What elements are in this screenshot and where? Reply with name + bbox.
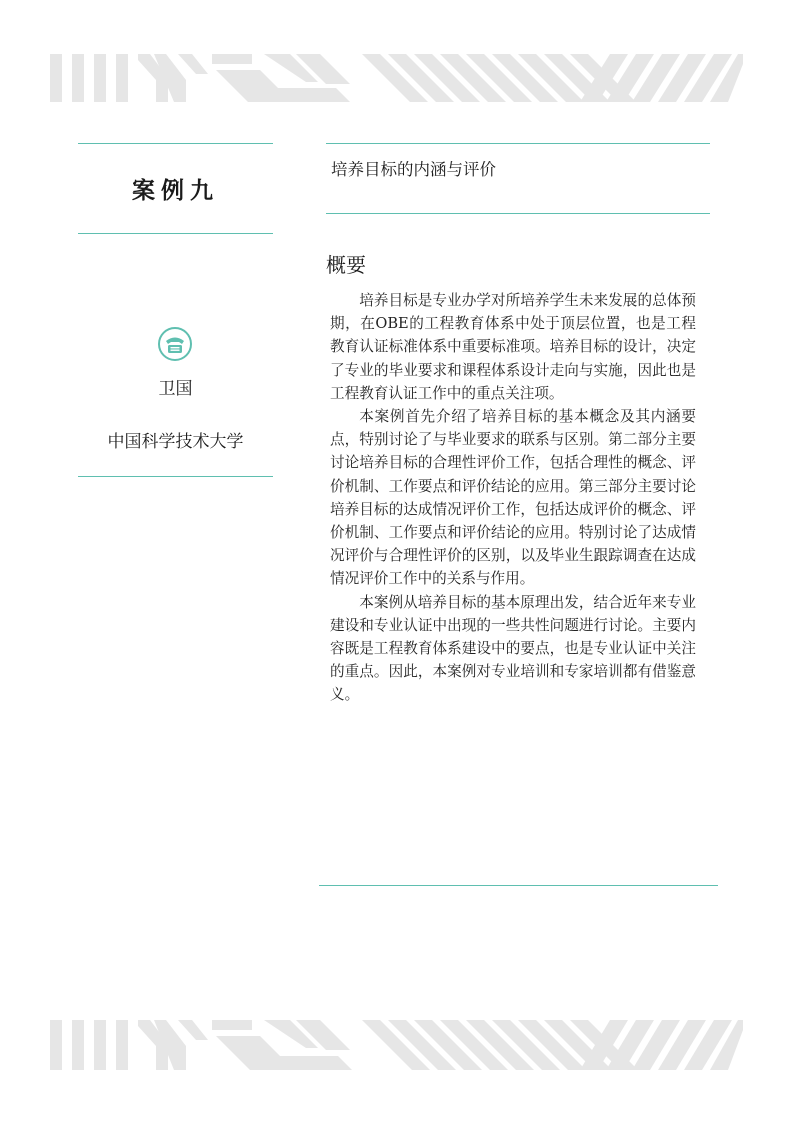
author-affiliation: 中国科学技术大学 <box>107 432 244 452</box>
summary-heading: 概要 <box>326 253 366 277</box>
right-bottom-rule <box>319 885 718 886</box>
summary-paragraph: 培养目标是专业办学对所培养学生未来发展的总体预期，在OBE的工程教育体系中处于顶层位置，也是工程教育认证标准体系中重要标准项。培养目标的设计，决定了专业的毕业要求和课程体系设计走向与实施，因此也是工程教育认证工作中的重点关注项。 <box>330 292 696 402</box>
summary-body <box>330 289 696 707</box>
author-name: 卫国 <box>158 379 193 399</box>
left-author-bottom-rule <box>78 476 273 477</box>
case-label: 案例九 <box>132 177 219 204</box>
summary-paragraph: 本案例从培养目标的基本原理出发，结合近年来专业建设和专业认证中出现的一些共性问题进行讨论。主要内容既是工程教育体系建设中的要点，也是专业认证中关注的重点。因此，本案例对专业培训和专家培训都有借鉴意义。 <box>330 593 696 704</box>
left-top-rule <box>78 143 273 144</box>
left-title-bottom-rule <box>78 233 273 234</box>
right-top-rule <box>326 143 710 144</box>
top-decorative-band <box>50 54 743 102</box>
case-heading: 培养目标的内涵与评价 <box>331 160 496 179</box>
bottom-decorative-band <box>50 1020 743 1070</box>
summary-paragraph: 本案例首先介绍了培养目标的基本概念及其内涵要点，特别讨论了与毕业要求的联系与区别。第二部分主要讨论培养目标的合理性评价工作，包括合理性的概念、评价机制、工作要点和评价结论的应用。第三部分主要讨论培养目标的达成情况评价工作，包括达成评价的概念、评价机制、工作要点和评价结论的应用。特别讨论了达成情况评价与合理性评价的区别，以及毕业生跟踪调查在达成情况评价工作中的关系与作用。 <box>330 408 696 588</box>
phone-icon <box>157 326 193 362</box>
right-heading-bottom-rule <box>326 213 710 214</box>
